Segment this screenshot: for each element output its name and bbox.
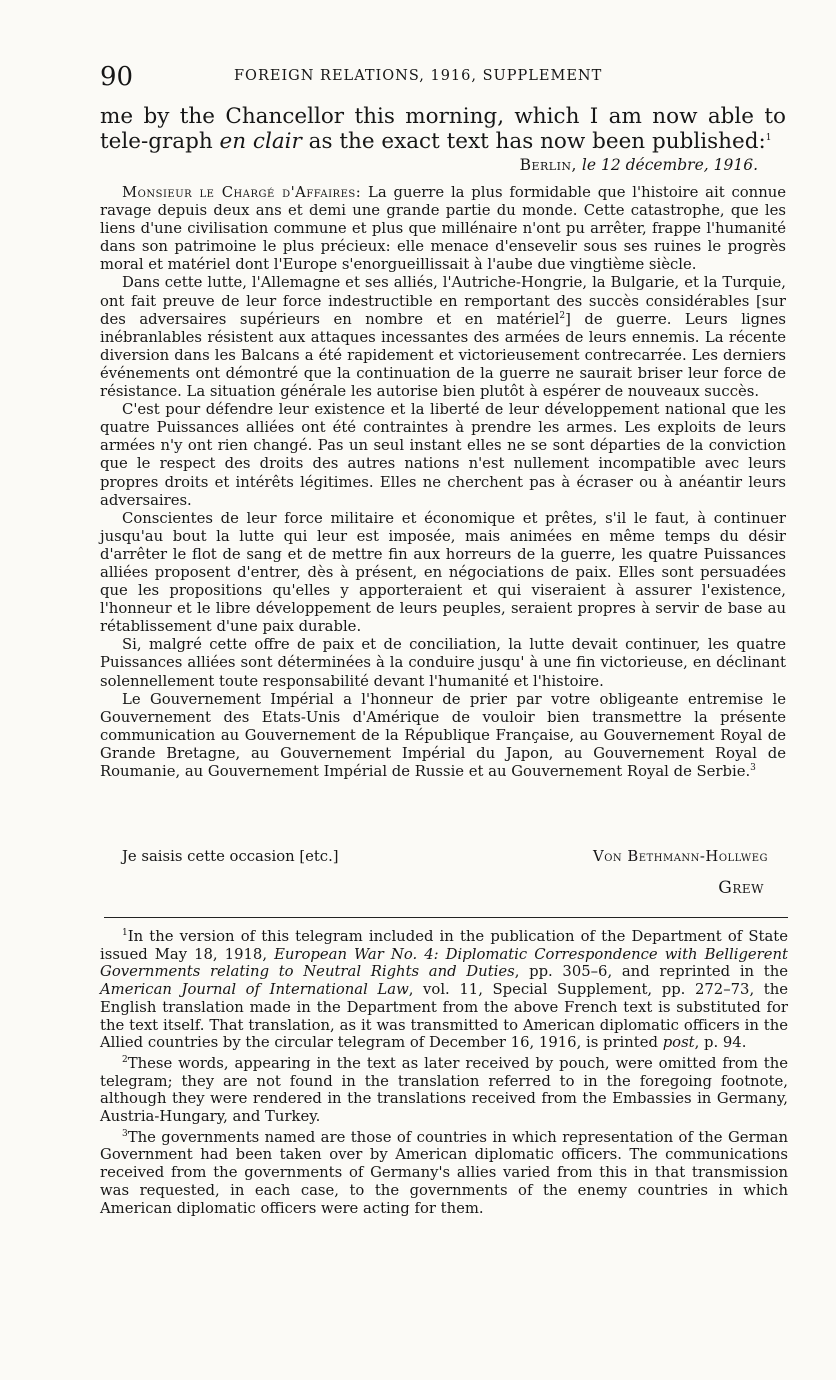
footnote-italic: American Journal of International Law <box>100 981 409 999</box>
footnote-text: The governments named are those of countries in which representation of the German Government had been taken over by American diplomatic officers. The communications received from the governments of Germany's allies varied from this in that transmission was requested, in each case, to the governments of the enemy countries in which American diplomatic officers were acting for them. <box>100 1128 788 1217</box>
letter-paragraph <box>100 184 786 274</box>
signature: Von Bethmann-Hollweg <box>593 848 768 865</box>
letter-body <box>100 184 786 781</box>
footnote-ref-1: 1 <box>765 132 772 143</box>
footnote-3 <box>100 1129 788 1218</box>
letter-closing <box>100 848 786 868</box>
footnote-text: , vol. 11, Special Supplement, pp. 272–73, the English translation made in the Department from the above French text is substituted for the text itself. That translation, as it was transmitted to American diplomatic officers in the Allied countries by the circular telegram of December 16, 1916, is printed <box>100 981 788 1052</box>
intro-sentence <box>100 104 786 154</box>
letter-paragraph: C'est pour défendre leur existence et la liberté de leur développement national que les quatre Puissances alliées ont été contraintes à prendre les armes. Les exploits de leurs armées n'y ont rien changé. Pas un seul instant elles ne se sont départies de la conviction que le respect des droits des autres nations n'est nullement incompatible avec leurs propres droits et intérêts légitimes. Elles ne cherchent pas à écraser ou à anéantir leurs adversaires. <box>100 401 786 509</box>
paragraph-text: Le Gouvernement Impérial a l'honneur de prier par votre obligeante entremise le Gouvernement des Etats-Unis d'Amérique de vouloir bien transmettre la présente communication au Gouvernement de la République Française, au Gouvernement Royal de Grande Bretagne, au Gouvernement Impérial du Japon, au Gouvernement Royal de Roumanie, au Gouvernement Impérial de Russie et au Gouvernement Royal de Serbie. <box>100 690 786 780</box>
letter-paragraph: Conscientes de leur force militaire et économique et prêtes, s'il le faut, à continuer jusqu'au bout la lutte qui leur est imposée, mais animées en même temps du désir d'arrêter le flot de sang et de mettre fin aux horreurs de la guerre, les quatre Puissances alliées proposent d'entrer, dès à présent, en négociations de paix. Elles sont persuadées que les propositions qu'elles y apporteraient et qui viseraient à assurer l'existence, l'honneur et le libre développement de leurs peuples, seraient propres à servir de base au rétablissement d'une paix durable. <box>100 509 786 636</box>
footnote-2 <box>100 1055 788 1126</box>
footnote-ref-3: 3 <box>750 763 756 774</box>
footnote-text: , pp. 305–6, and reprinted in the <box>514 963 788 981</box>
footnote-ref-2: 2 <box>559 310 566 321</box>
intro-italic-phrase: en clair <box>219 129 302 154</box>
paragraph-text: La guerre la plus formidable que l'histoire ait connue ravage depuis deux ans et demi une grande partie du monde. Cette catastrophe, que les liens d'une civilisation commune et plus que millénaire n'ont pu arrêter, frappe l'humanité dans son patrimoine le plus précieux: elle menace d'ensevelir sous ses ruines le progrès moral et matériel dont l'Europe s'enorgueillissait à l'aube due vingtième siècle. <box>100 184 787 274</box>
footnote-divider <box>104 917 788 918</box>
footnote-italic: post <box>662 1034 695 1052</box>
intro-text-part2: as the exact text has now been published: <box>301 129 766 154</box>
salutation: Monsieur le Chargé d'Affaires: <box>122 184 362 201</box>
letter-paragraph: Si, malgré cette offre de paix et de conciliation, la lutte devait continuer, les quatre Puissances alliées sont déterminées à la conduire jusqu' à une fin victorieuse, en déclinant solennellement toute responsabilité devant l'humanité et l'histoire. <box>100 636 786 690</box>
dateline <box>520 156 758 174</box>
running-title: FOREIGN RELATIONS, 1916, SUPPLEMENT <box>234 68 603 84</box>
dateline-date: le 12 décembre, 1916. <box>581 156 758 174</box>
intro-text-part1: me by the Chancellor this morning, which I am now able to tele-graph <box>100 104 786 154</box>
letter-paragraph <box>100 274 786 401</box>
footnote-text: , p. 94. <box>694 1034 747 1052</box>
footnote-italic: European War No. 4: Diplomatic Correspondence with Belligerent Governments relating to Neutral Rights and Duties <box>100 945 788 981</box>
closing-formula: Je saisis cette occasion [etc.] <box>122 848 339 865</box>
dateline-city: Berlin, <box>519 156 577 174</box>
letter-paragraph <box>100 691 786 781</box>
footnote-mark: 2 <box>122 1055 128 1065</box>
sender-name: Grew <box>718 878 764 898</box>
footnote-1 <box>100 928 788 1052</box>
footnote-mark: 3 <box>122 1128 128 1139</box>
paragraph-text: ] de guerre. Leurs lignes inébranlables résistent aux attaques incessantes des armées de leurs ennemis. La récente diversion dans les Balcans a été rapidement et victorieusement contrecarrée. Les derniers événements ont démontré que la continuation de la guerre ne saurait briser leur force de résistance. La situation générale les autorise bien plutôt à espérer de nouveaux succès. <box>100 310 787 401</box>
footnote-text: In the version of this telegram included in the publication of the Department of State issued May 18, 1918, <box>100 928 788 963</box>
page-header <box>100 62 788 92</box>
footnotes <box>100 928 788 1220</box>
footnote-text: These words, appearing in the text as later received by pouch, were omitted from the telegram; they are not found in the translation referred to in the foregoing footnote, although they were rendered in the translations received from the Embassies in Germany, Austria-Hungary, and Turkey. <box>100 1054 788 1126</box>
paragraph-text: Dans cette lutte, l'Allemagne et ses alliés, l'Autriche-Hongrie, la Bulgarie, et la Turquie, ont fait preuve de leur force indestructible en remportant des succès considérables [sur des adversaires supérieurs en nombre et en matériel <box>100 274 786 328</box>
page-number: 90 <box>100 62 134 92</box>
footnote-mark: 1 <box>122 928 128 939</box>
